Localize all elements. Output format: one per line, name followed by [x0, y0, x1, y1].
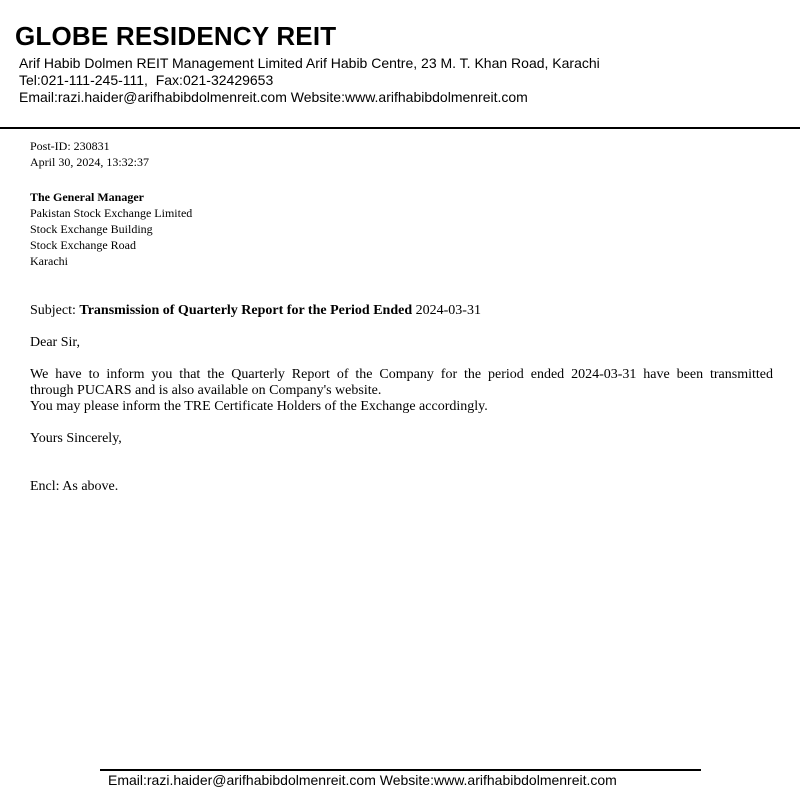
header-divider: [0, 127, 800, 129]
post-id: Post-ID: 230831: [30, 139, 110, 153]
letter-body: [30, 367, 773, 415]
subject-line: [30, 303, 481, 319]
salutation: Dear Sir,: [30, 335, 80, 350]
footer-contact: Email:razi.haider@arifhabibdolmenreit.com Website:www.arifhabibdolmenreit.com: [108, 772, 617, 788]
body-line: You may please inform the TRE Certificate Holders of the Exchange accordingly.: [30, 399, 488, 414]
recipient-line: Stock Exchange Road: [30, 238, 136, 252]
subject-text: Transmission of Quarterly Report for the Period Ended: [79, 303, 413, 318]
company-phone-fax: Tel:021-111-245-111, Fax:021-32429653: [19, 72, 274, 88]
recipient-title: The General Manager: [30, 190, 144, 204]
body-line: through PUCARS and is also available on Company's website.: [30, 383, 382, 398]
body-line: We have to inform you that the Quarterly Report of the Company for the period ended 2024-03-31 have been transmitted: [30, 367, 773, 382]
recipient-line: Pakistan Stock Exchange Limited: [30, 206, 193, 220]
closing: Yours Sincerely,: [30, 431, 122, 446]
post-datetime: April 30, 2024, 13:32:37: [30, 155, 149, 169]
subject-date: 2024-03-31: [415, 303, 481, 318]
footer-divider: [100, 769, 701, 771]
company-email-website: Email:razi.haider@arifhabibdolmenreit.com Website:www.arifhabibdolmenreit.com: [19, 89, 528, 105]
subject-label: Subject:: [30, 303, 76, 318]
recipient-line: Karachi: [30, 254, 68, 268]
recipient-line: Stock Exchange Building: [30, 222, 153, 236]
recipient-address: [30, 189, 192, 269]
company-name: GLOBE RESIDENCY REIT: [15, 21, 337, 51]
enclosure-note: Encl: As above.: [30, 479, 119, 494]
company-address: Arif Habib Dolmen REIT Management Limited Arif Habib Centre, 23 M. T. Khan Road, Karachi: [19, 55, 600, 71]
